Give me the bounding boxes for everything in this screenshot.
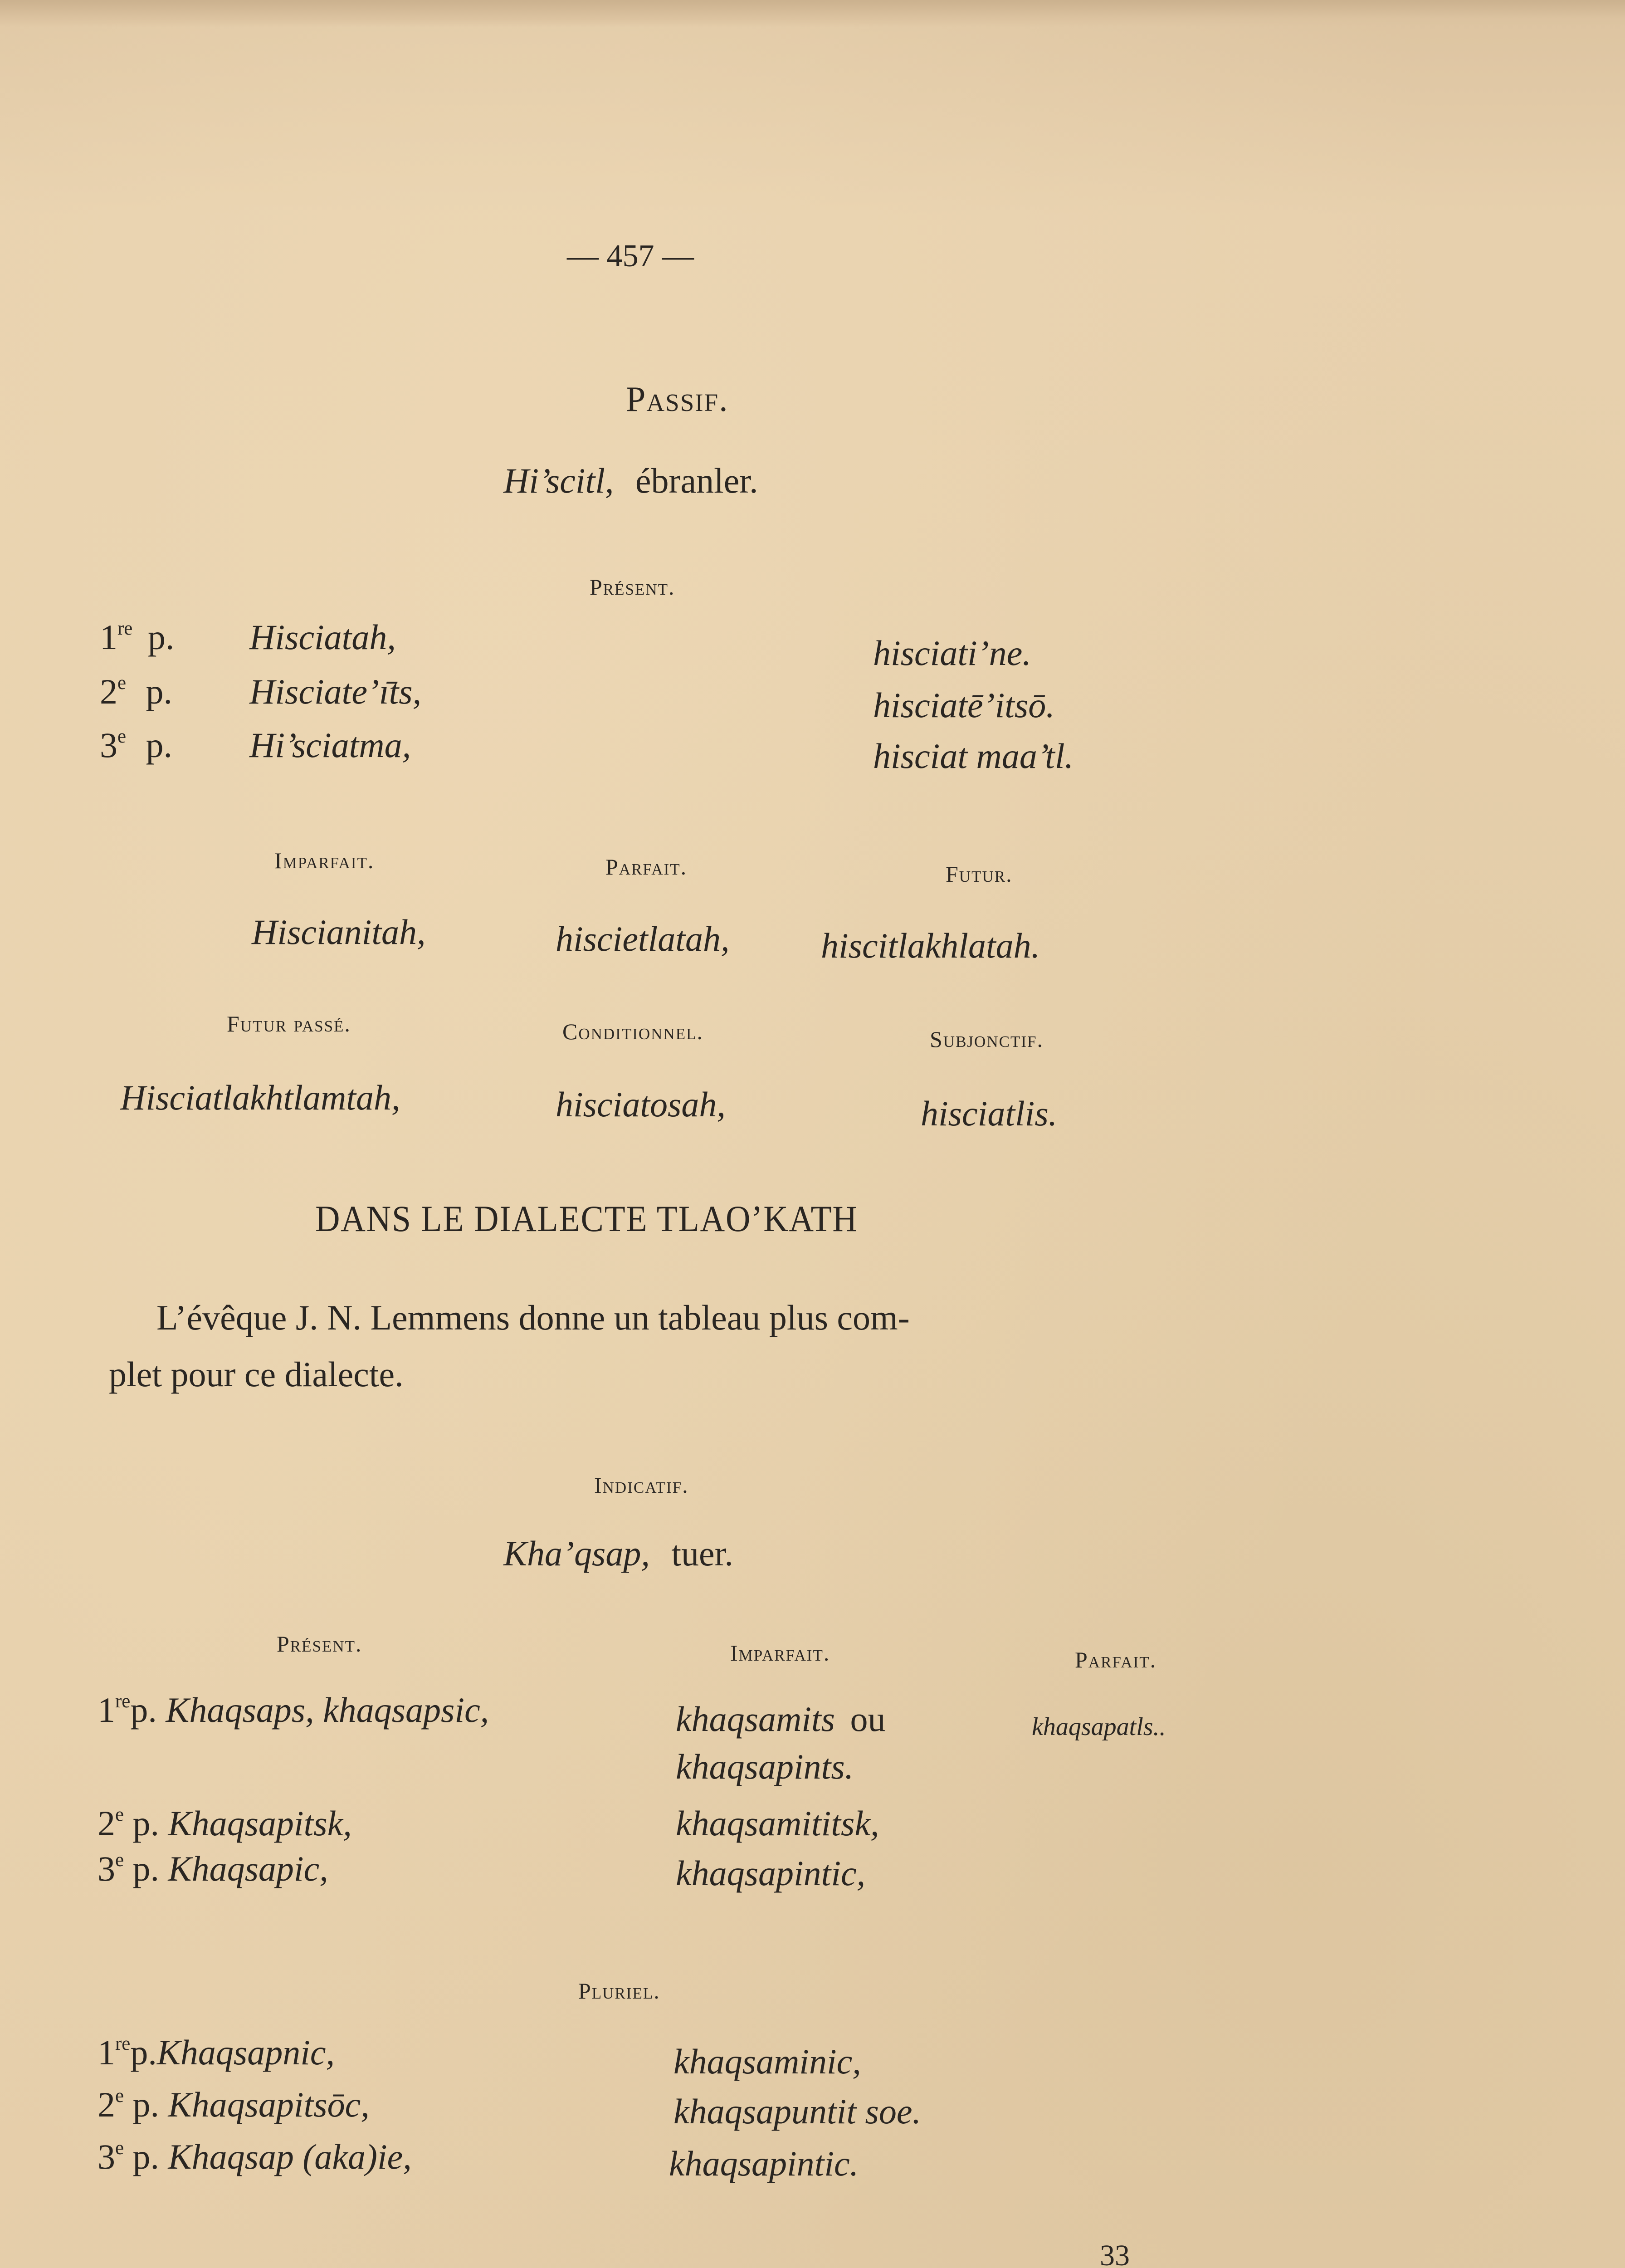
column-header-parfait: Parfait. xyxy=(1075,1647,1157,1672)
present-form: Khaqsapic, xyxy=(168,1849,328,1888)
plural-row-2 xyxy=(98,2084,370,2125)
person-abbr: p. xyxy=(130,2033,157,2072)
verb-form: Hi’scitl, xyxy=(503,461,614,500)
paragraph-line-1: L’évêque J. N. Lemmens donne un tableau plus com- xyxy=(156,1298,910,1337)
verb-form: Kha’qsap, xyxy=(503,1534,650,1573)
plural-imparfait-3: khaqsapintic. xyxy=(669,2144,859,2183)
person-abbr: p. xyxy=(132,1849,160,1888)
label-subjonctif: Subjonctif. xyxy=(930,1026,1044,1052)
label-pluriel: Pluriel. xyxy=(578,1978,660,2004)
section-title-passif: Passif. xyxy=(626,379,729,419)
singular-row-1 xyxy=(98,1690,489,1730)
imparfait-3: khaqsapintic, xyxy=(676,1853,866,1893)
parfait-form-1: khaqsapatls.. xyxy=(1032,1713,1166,1741)
present-form: Khaqsapitsk, xyxy=(168,1804,352,1843)
person-ordinal: re xyxy=(115,1690,131,1712)
column-header-present: Présent. xyxy=(277,1631,362,1657)
form-parfait: hiscietlatah, xyxy=(556,919,730,958)
present-row-2 xyxy=(100,671,422,712)
person-number: 2 xyxy=(98,1804,115,1843)
imparfait-1 xyxy=(676,1699,886,1740)
person-number: 1 xyxy=(98,2033,115,2072)
form-futur-passe: Hisciatlakhtlamtah, xyxy=(120,1078,400,1117)
imparfait-2: khaqsamititsk, xyxy=(676,1804,879,1843)
present-form: Khaqsapnic, xyxy=(156,2033,335,2072)
person-abbr: p. xyxy=(130,1690,157,1730)
label-indicatif: Indicatif. xyxy=(594,1472,689,1498)
label-parfait: Parfait. xyxy=(605,854,688,880)
plural-form-3: hisciat maa’tl. xyxy=(873,736,1074,776)
person-abbr: p. xyxy=(132,2137,160,2176)
person-ordinal: e xyxy=(115,1849,124,1871)
person-ordinal: e xyxy=(115,2085,124,2107)
label-imparfait: Imparfait. xyxy=(274,848,375,873)
plural-row-1 xyxy=(98,2032,335,2073)
person-ordinal: re xyxy=(117,617,133,639)
person-number: 1 xyxy=(100,617,117,657)
present-row-1 xyxy=(100,617,396,658)
plural-imparfait-1: khaqsaminic, xyxy=(673,2042,861,2081)
verb-gloss: ébranler. xyxy=(635,461,758,500)
person-ordinal: e xyxy=(115,1804,124,1825)
person-number: 2 xyxy=(100,672,117,711)
person-ordinal: e xyxy=(115,2137,124,2159)
person-abbr: p. xyxy=(132,2085,160,2124)
singular-form: Hi’sciatma, xyxy=(249,725,411,765)
form-imparfait: Hiscianitah, xyxy=(252,912,426,952)
person-ordinal: e xyxy=(117,725,127,747)
verb-gloss: tuer. xyxy=(671,1534,733,1573)
paragraph-line-2: plet pour ce dialecte. xyxy=(109,1354,404,1394)
label-futur: Futur. xyxy=(946,861,1013,887)
verb-heading-hiscitl xyxy=(503,460,758,501)
plural-form-2: hisciatē’itsō. xyxy=(873,685,1055,725)
singular-row-3 xyxy=(98,1848,328,1889)
person-number: 3 xyxy=(98,1849,115,1888)
plural-form-1: hisciati’ne. xyxy=(873,633,1031,673)
person-abbr: p. xyxy=(132,1804,160,1843)
label-present: Présent. xyxy=(590,574,675,600)
label-conditionnel: Conditionnel. xyxy=(562,1019,703,1044)
present-row-3 xyxy=(100,725,411,766)
singular-form: Hisciatah, xyxy=(249,617,396,657)
imparfait-alt-1: khaqsapints. xyxy=(676,1747,854,1786)
page-number: — 457 — xyxy=(567,239,694,274)
imparfait-form: khaqsamits xyxy=(676,1699,835,1739)
person-number: 3 xyxy=(98,2137,115,2176)
conjunction-ou: ou xyxy=(850,1699,886,1739)
page-top-edge xyxy=(0,0,1625,27)
person-number: 2 xyxy=(98,2085,115,2124)
person-number: 3 xyxy=(100,725,117,765)
present-form: Khaqsap (aka)ie, xyxy=(168,2137,412,2176)
person-abbr: p. xyxy=(146,725,173,765)
column-header-imparfait: Imparfait. xyxy=(730,1640,830,1666)
singular-row-2 xyxy=(98,1803,352,1844)
form-subjonctif: hisciatlis. xyxy=(921,1094,1058,1133)
verb-heading-khaqsap xyxy=(503,1533,733,1574)
person-number: 1 xyxy=(98,1690,115,1730)
section-heading-tlaokath: DANS LE DIALECTE TLAO’KATH xyxy=(315,1198,858,1239)
person-abbr: p. xyxy=(146,672,173,711)
present-form: Khaqsaps, khaqsapsic, xyxy=(166,1690,489,1730)
form-futur: hiscitlakhlatah. xyxy=(821,926,1040,965)
person-ordinal: e xyxy=(117,672,127,694)
person-abbr: p. xyxy=(147,617,175,657)
plural-imparfait-2: khaqsapuntit soe. xyxy=(673,2092,921,2131)
label-futur-passe: Futur passé. xyxy=(227,1011,351,1036)
signature-mark: 33 xyxy=(1100,2239,1130,2268)
present-form: Khaqsapitsōc, xyxy=(168,2085,370,2124)
person-ordinal: re xyxy=(115,2033,131,2054)
plural-row-3 xyxy=(98,2136,412,2177)
singular-form: Hisciate’ı̄ts, xyxy=(249,672,422,711)
form-conditionnel: hisciatosah, xyxy=(556,1085,726,1124)
